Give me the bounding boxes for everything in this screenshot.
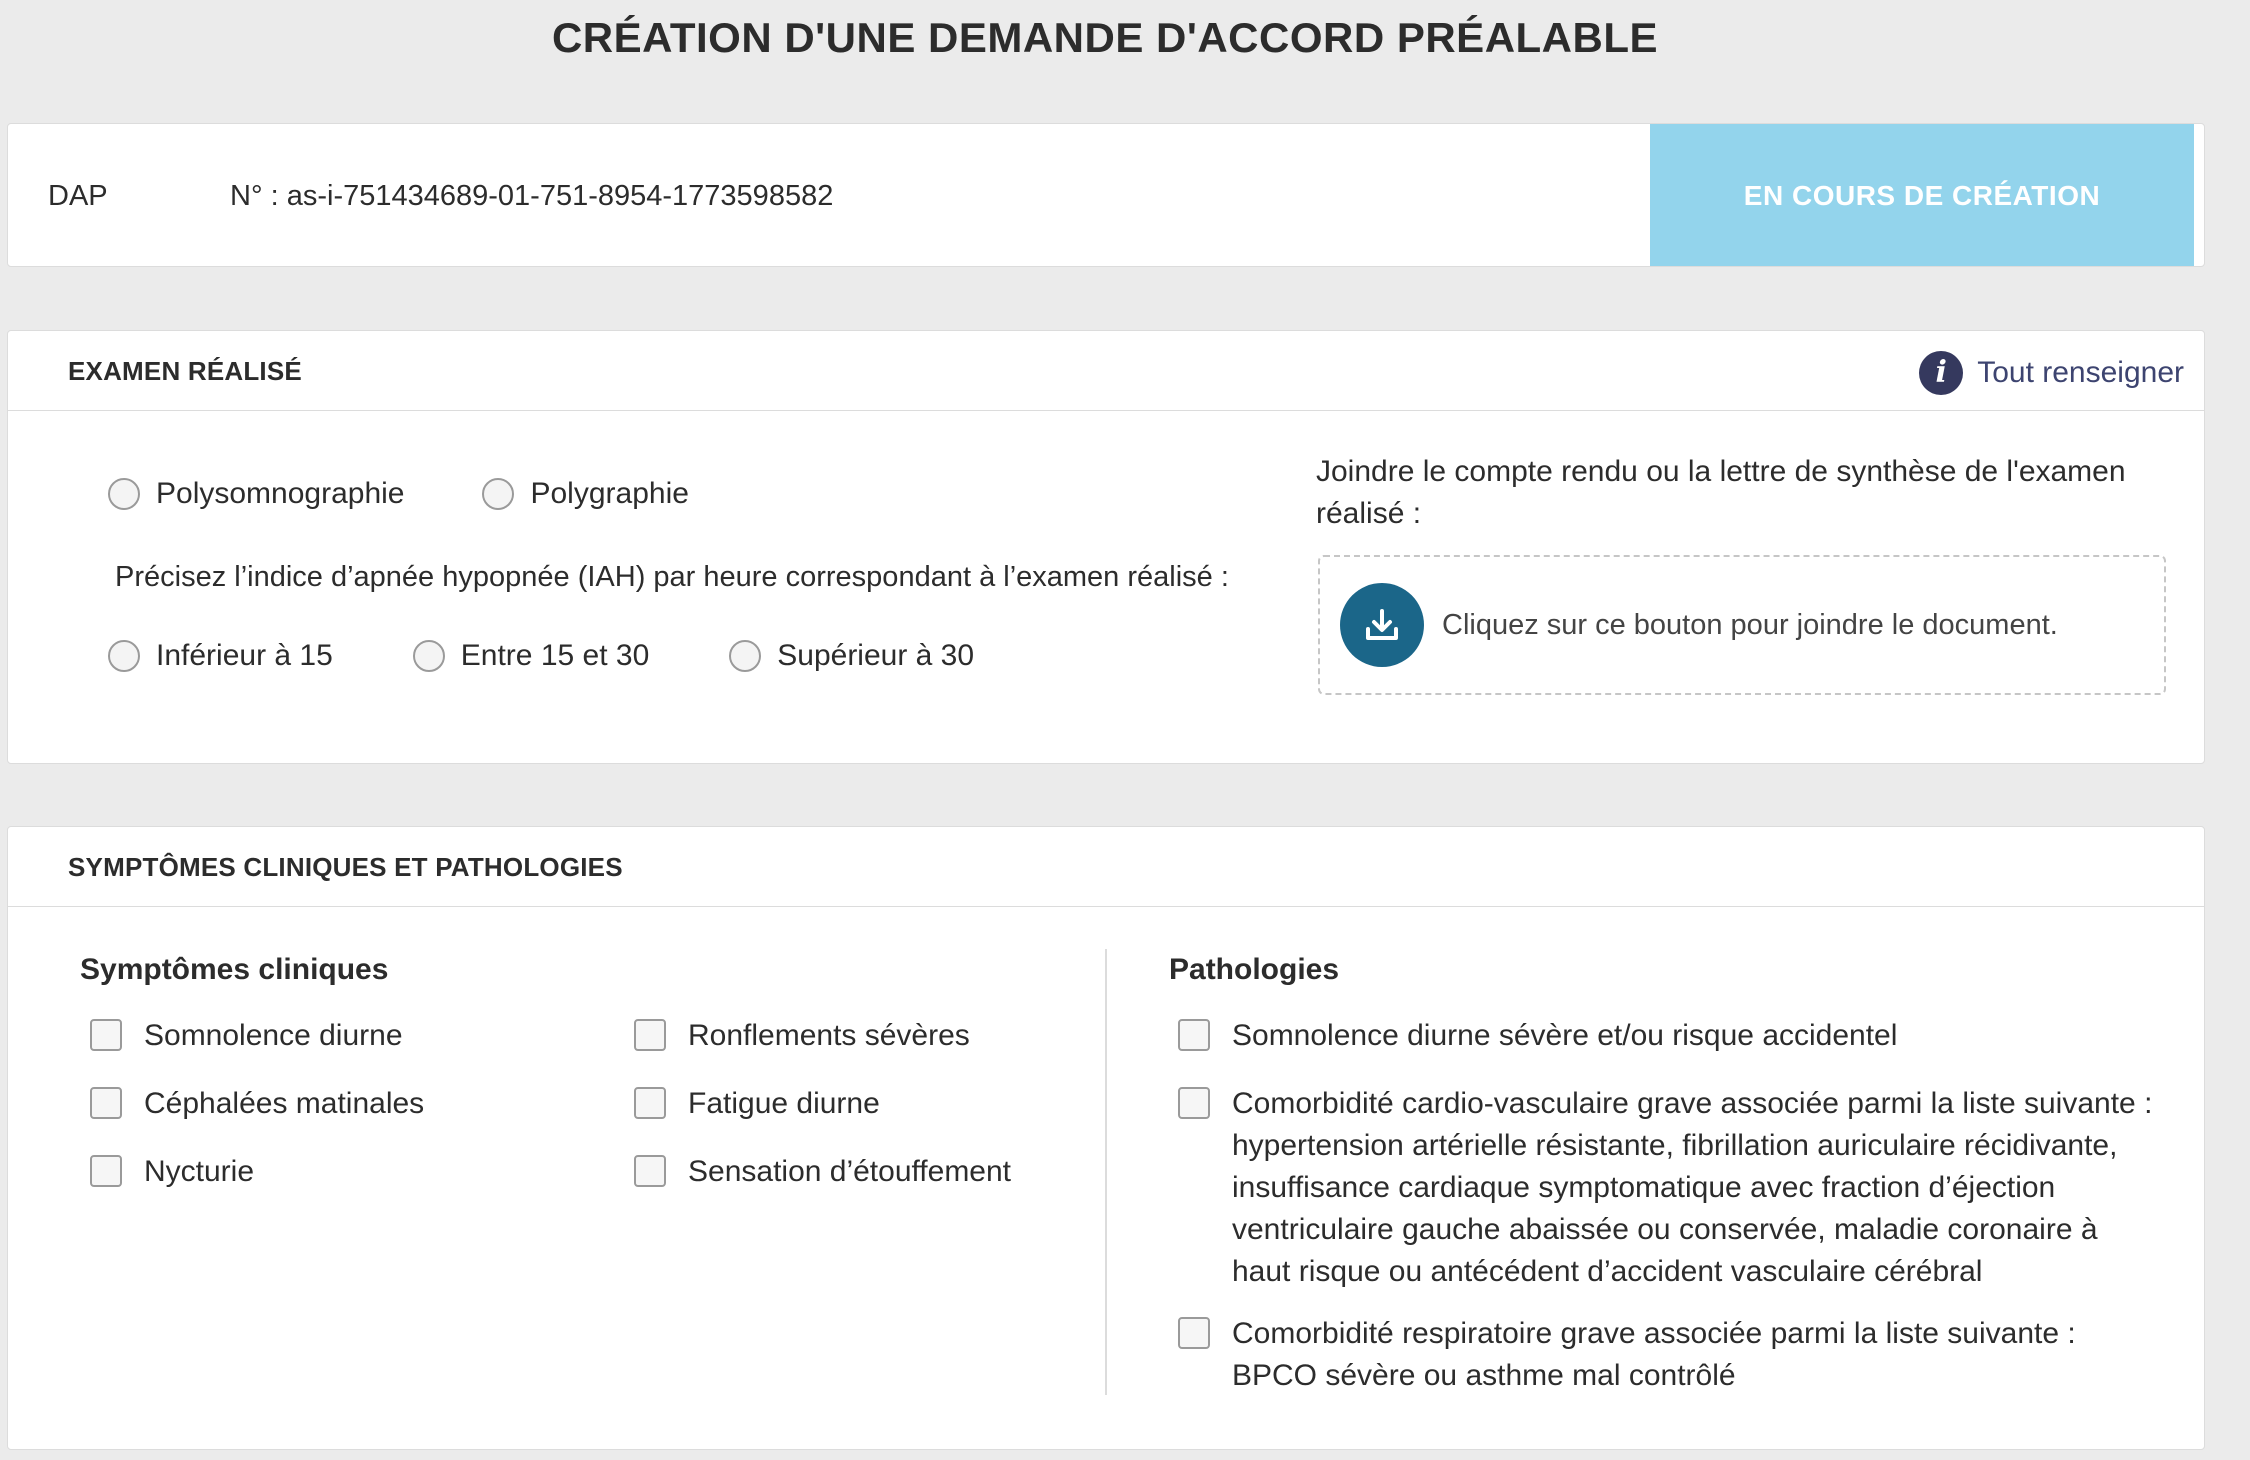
pathologies-title: Pathologies xyxy=(1169,953,1340,986)
symptoms-section-title: SYMPTÔMES CLINIQUES ET PATHOLOGIES xyxy=(68,852,623,882)
checkbox-fatigue-diurne[interactable] xyxy=(634,1083,880,1125)
dap-label: DAP xyxy=(48,180,108,212)
dropzone-text: Cliquez sur ce bouton pour joindre le document. xyxy=(1442,608,2058,641)
checkbox-pathology-somnolence[interactable] xyxy=(1178,1015,2158,1057)
checkbox-label: Comorbidité respiratoire grave associée parmi la liste suivante : BPCO sévère ou asthme mal contrôlé xyxy=(1232,1317,2076,1392)
checkbox-sensation-etouffement[interactable] xyxy=(634,1151,1011,1193)
column-divider xyxy=(1105,949,1107,1395)
exam-type-radio-group xyxy=(108,477,689,511)
checkbox[interactable] xyxy=(90,1019,122,1051)
symptoms-section-header xyxy=(8,827,2204,907)
exam-section-title: EXAMEN RÉALISÉ xyxy=(68,356,302,386)
exam-section-header xyxy=(8,331,2204,411)
checkbox[interactable] xyxy=(634,1087,666,1119)
checkbox[interactable] xyxy=(1178,1087,1210,1119)
info-icon: i xyxy=(1919,351,1963,395)
radio-polysomnographie[interactable] xyxy=(108,477,404,511)
checkbox-label: Nycturie xyxy=(144,1155,255,1188)
checkbox-label: Céphalées matinales xyxy=(144,1087,425,1120)
attach-label: Joindre le compte rendu ou la lettre de synthèse de l'examen réalisé : xyxy=(1316,455,2126,530)
radio-circle[interactable] xyxy=(108,478,140,510)
checkbox-pathology-respiratory[interactable] xyxy=(1178,1313,2158,1397)
exam-card xyxy=(7,330,2205,764)
iah-radio-group xyxy=(108,639,974,673)
dap-card xyxy=(7,123,2205,267)
radio-circle[interactable] xyxy=(729,640,761,672)
checkbox-somnolence-diurne[interactable] xyxy=(90,1015,403,1057)
checkbox[interactable] xyxy=(634,1155,666,1187)
radio-iah-superior-30[interactable] xyxy=(729,639,974,673)
checkbox-ronflements-severes[interactable] xyxy=(634,1015,970,1057)
checkbox[interactable] xyxy=(1178,1317,1210,1349)
radio-iah-inferior-15[interactable] xyxy=(108,639,333,673)
status-badge: EN COURS DE CRÉATION xyxy=(1650,124,2194,267)
page-title: CRÉATION D'UNE DEMANDE D'ACCORD PRÉALABLE xyxy=(551,14,1659,61)
checkbox-label: Ronflements sévères xyxy=(688,1019,970,1052)
checkbox-label: Somnolence diurne sévère et/ou risque accidentel xyxy=(1232,1019,1898,1052)
dap-number-prefix: N° : xyxy=(230,180,287,212)
radio-iah-15-30[interactable] xyxy=(413,639,649,673)
download-tray-icon xyxy=(1362,605,1402,645)
checkbox-label: Sensation d’étouffement xyxy=(688,1155,1012,1188)
checkbox[interactable] xyxy=(1178,1019,1210,1051)
checkbox-pathology-cardiovascular[interactable] xyxy=(1178,1083,2158,1293)
radio-label: Inférieur à 15 xyxy=(156,639,333,672)
dap-number xyxy=(230,124,833,267)
radio-label: Supérieur à 30 xyxy=(777,639,975,672)
fill-all-label: Tout renseigner xyxy=(1977,356,2184,389)
radio-polygraphie[interactable] xyxy=(482,477,688,511)
upload-button[interactable] xyxy=(1340,583,1424,667)
clinical-symptoms-title: Symptômes cliniques xyxy=(80,953,389,986)
checkbox[interactable] xyxy=(90,1155,122,1187)
checkbox[interactable] xyxy=(634,1019,666,1051)
radio-label: Polysomnographie xyxy=(156,477,405,510)
radio-circle[interactable] xyxy=(413,640,445,672)
symptoms-card xyxy=(7,826,2205,1450)
checkbox-label: Comorbidité cardio-vasculaire grave associée parmi la liste suivante : hypertension artérielle résistante, fibrillation auriculaire récidivante, insuffisance cardiaque symptomatique avec fraction d’éjection ventriculaire gauche abaissée ou conservée, maladie coronaire à haut risque ou antécédent d’accident vasculaire cérébral xyxy=(1232,1087,2153,1288)
checkbox[interactable] xyxy=(90,1087,122,1119)
fill-all-button[interactable] xyxy=(1919,351,2184,395)
radio-label: Polygraphie xyxy=(530,477,689,510)
checkbox-nycturie[interactable] xyxy=(90,1151,254,1193)
radio-circle[interactable] xyxy=(482,478,514,510)
radio-circle[interactable] xyxy=(108,640,140,672)
dap-number-value: as-i-751434689-01-751-8954-1773598582 xyxy=(286,180,834,212)
checkbox-cephalees-matinales[interactable] xyxy=(90,1083,424,1125)
iah-question: Précisez l’indice d’apnée hypopnée (IAH) par heure correspondant à l’examen réalisé : xyxy=(115,561,1229,593)
radio-label: Entre 15 et 30 xyxy=(460,639,650,672)
checkbox-label: Fatigue diurne xyxy=(688,1087,880,1120)
checkbox-label: Somnolence diurne xyxy=(144,1019,403,1052)
document-dropzone[interactable] xyxy=(1318,555,2166,695)
